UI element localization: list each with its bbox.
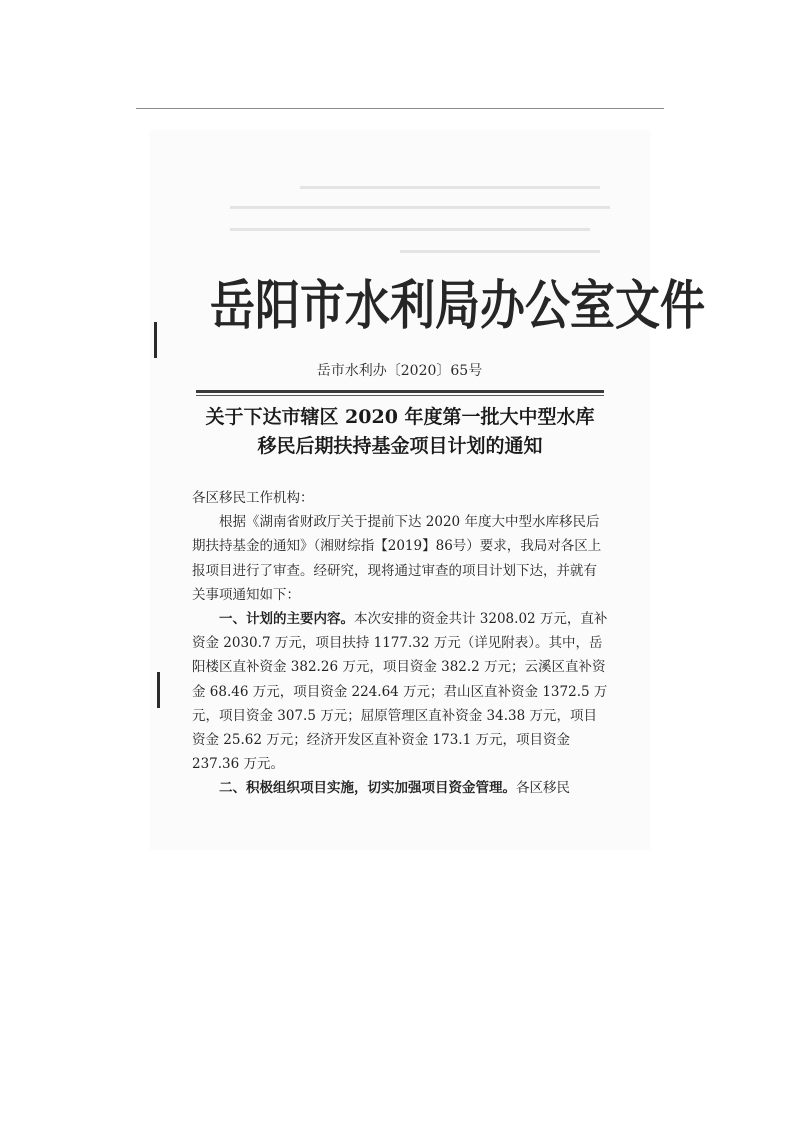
show-through-line (230, 228, 590, 231)
document-body (192, 486, 610, 801)
show-through-line (230, 206, 610, 209)
section-1-heading: 一、计划的主要内容。 (219, 611, 354, 628)
section-2-heading: 二、积极组织项目实施，切实加强项目资金管理。 (219, 780, 516, 797)
header-separator-thin (196, 395, 604, 396)
show-through-line (300, 186, 600, 189)
header-separator-thick (196, 390, 604, 393)
issuing-organization-title: 岳阳市水利局办公室文件 (210, 273, 706, 337)
document-number: 岳市水利办〔2020〕65号 (316, 363, 483, 379)
intro-paragraph: 根据《湖南省财政厅关于提前下达 2020 年度大中型水库移民后期扶持基金的通知》（湘财综指【2019】86号）要求，我局对各区上报项目进行了审查。经研究，现将通过审查的项目计划下达，并就有关事项通知如下： (192, 514, 602, 603)
show-through-line (400, 250, 600, 253)
binding-hole-mark-upper (154, 322, 157, 358)
salutation: 各区移民工作机构： (192, 490, 314, 506)
scan-top-edge-rule (136, 108, 664, 109)
binding-hole-mark-lower (157, 672, 160, 708)
section-2-text: 各区移民 (516, 780, 570, 797)
notice-title (190, 403, 610, 461)
notice-title-line-1: 关于下达市辖区 2020 年度第一批大中型水库 (205, 406, 595, 428)
section-1-text: 本次安排的资金共计 3208.02 万元，直补资金 2030.7 万元，项目扶持 1177.32 万元（详见附表）。其中，岳阳楼区直补资金 382.26 万元，项目资金 382.2 万元；云溪区直补资金 68.46 万元，项目资金 224.64 万元；君山区直补资金 1372.5 万元，项目资金 307.5 万元；屈原管理区直补资金 34.38 万元，项目资金 25.62 万元；经济开发区直补资金 173.1 万元，项目资金 237.36 万元。 (192, 611, 608, 773)
section-2-paragraph (192, 776, 610, 800)
section-1-paragraph (192, 607, 610, 776)
notice-title-line-2: 移民后期扶持基金项目计划的通知 (257, 435, 543, 457)
